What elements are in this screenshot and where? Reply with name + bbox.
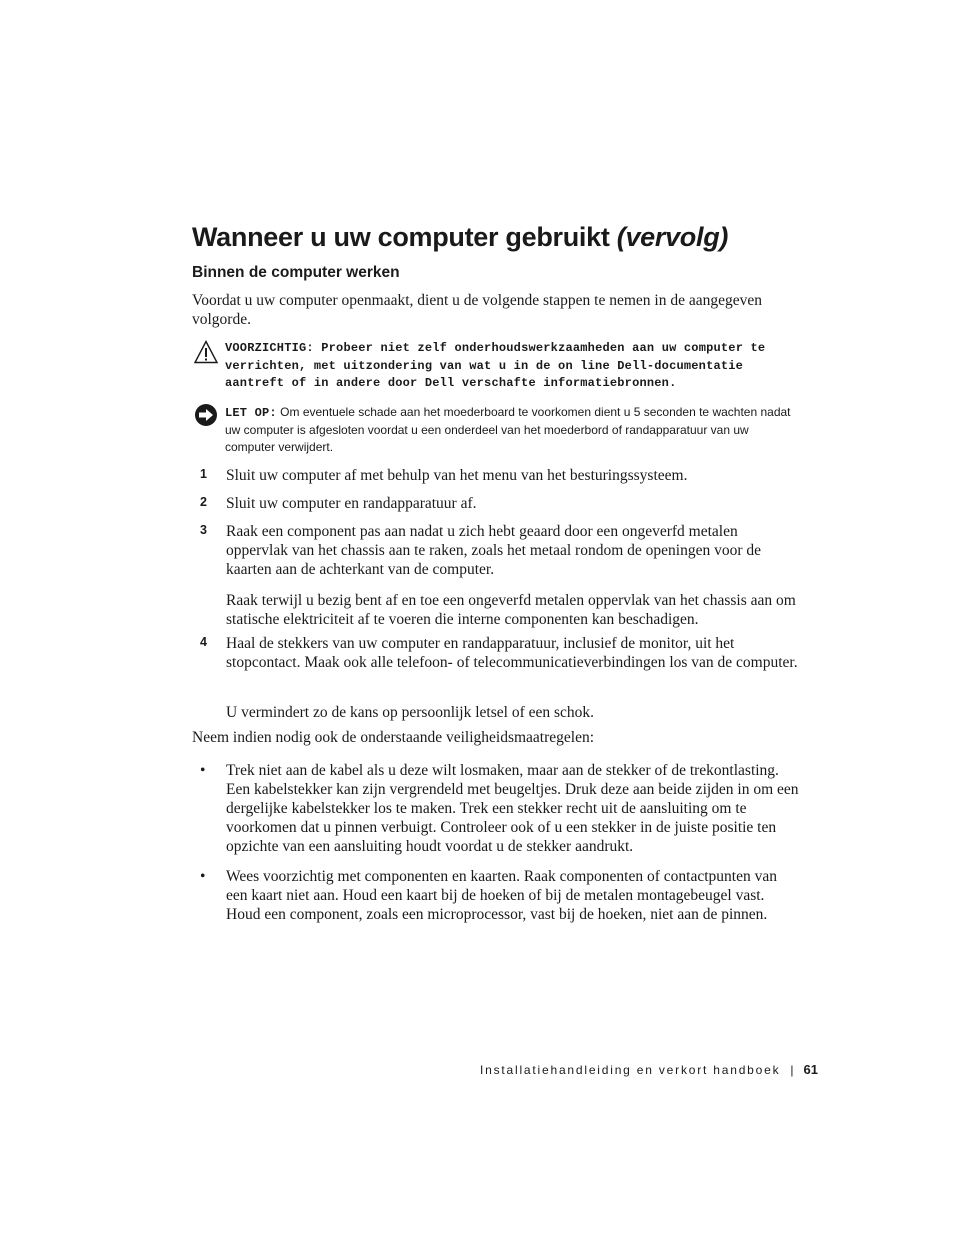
step-text: Haal de stekkers van uw computer en randapparatuur, inclusief de monitor, uit het stopcontact. Maak ook alle telefoon- of telecommunicatieverbindingen los van de computer. (226, 635, 798, 671)
caution-body: Probeer niet zelf onderhoudswerkzaamheden aan uw computer te verrichten, met uitzondering van wat u in de on line Dell-documentatie aantreft of in andere door Dell verschafte informatiebronnen. (225, 341, 766, 390)
step-4 (200, 634, 802, 672)
bullet-text: Trek niet aan de kabel als u deze wilt losmaken, maar aan de stekker of de trekontlasting. Een kabelstekker kan zijn vergrendeld met beugeltjes. Druk deze aan beide zijden in om een dergelijke kabelstekker los te maken. Trek een stekker recht uit de aansluiting om te voorkomen dat u pinnen verbuigt. Controleer ook of u een stekker in de juiste positie ten opzichte van een aansluiting houdt voordat u de stekker aandrukt. (226, 762, 799, 855)
footer-separator: | (790, 1063, 794, 1077)
page-title (192, 222, 728, 253)
bullet-symbol: • (200, 868, 206, 885)
notice-block (192, 404, 802, 456)
notice-text (225, 404, 802, 456)
caution-label: VOORZICHTIG: (225, 341, 314, 355)
bullet-text: Wees voorzichtig met componenten en kaarten. Raak componenten of contactpunten van een kaart niet aan. Houd een kaart bij de hoeken of bij de metalen montagebeugel vast. Houd een component, zoals een microprocessor, vast bij de hoeken, niet aan de pinnen. (226, 868, 777, 923)
page-footer (480, 1062, 818, 1077)
step-2 (200, 494, 802, 513)
step-number: 2 (200, 495, 207, 509)
intro-paragraph: Voordat u uw computer openmaakt, dient u de volgende stappen te nemen in de aangegeven volgorde. (192, 292, 763, 328)
bullet-item-2 (200, 867, 802, 924)
caution-text (225, 340, 802, 393)
precautions-intro: Neem indien nodig ook de onderstaande veiligheidsmaatregelen: (192, 729, 595, 746)
notice-arrow-icon (194, 403, 218, 427)
bullet-symbol: • (200, 762, 206, 779)
step-4-followup: U vermindert zo de kans op persoonlijk letsel of een schok. (226, 704, 595, 721)
step-text: Sluit uw computer af met behulp van het menu van het besturingssysteem. (226, 467, 688, 484)
page-title-continued: (vervolg) (616, 222, 729, 252)
notice-body: Om eventuele schade aan het moederboard te voorkomen dient u 5 seconden te wachten nadat uw computer is afgesloten voordat u een onderdeel van het moederbord of randapparatuur van uw computer verwijdert. (225, 405, 791, 454)
step-number: 1 (200, 467, 207, 481)
page-number: 61 (803, 1062, 818, 1077)
step-1 (200, 466, 802, 485)
footer-book-title: Installatiehandleiding en verkort handboek (479, 1063, 781, 1077)
page-title-main: Wanneer u uw computer gebruikt (192, 222, 610, 252)
caution-triangle-icon (194, 340, 218, 364)
step-3 (200, 522, 802, 579)
step-text: Sluit uw computer en randapparatuur af. (226, 495, 477, 512)
notice-label: LET OP: (225, 406, 277, 420)
bullet-item-1 (200, 761, 802, 856)
step-number: 4 (200, 635, 207, 649)
step-number: 3 (200, 523, 207, 537)
step-3-followup: Raak terwijl u bezig bent af en toe een ongeverfd metalen oppervlak van het chassis aan om statische elektriciteit af te voeren die interne componenten kan beschadigen. (226, 592, 796, 628)
caution-block (192, 340, 802, 393)
section-heading: Binnen de computer werken (192, 264, 400, 281)
step-text: Raak een component pas aan nadat u zich hebt geaard door een ongeverfd metalen oppervlak van het chassis aan te raken, zoals het metaal rondom de openingen voor de kaarten aan de achterkant van de computer. (226, 523, 761, 578)
